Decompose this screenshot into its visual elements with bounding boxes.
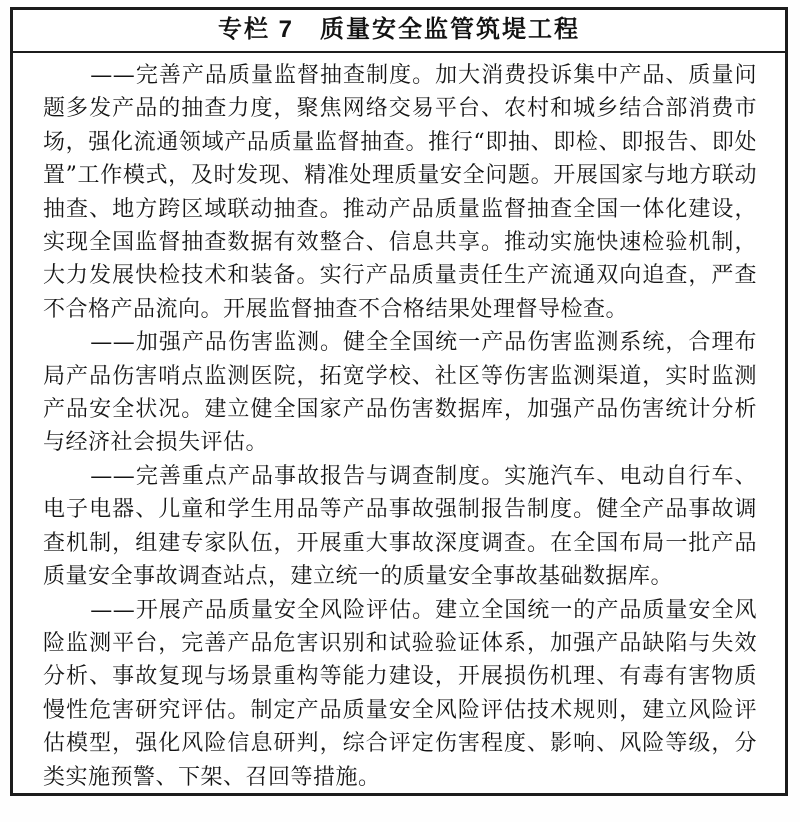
paragraph: ——加强产品伤害监测。健全全国统一产品伤害监测系统，合理布局产品伤害哨点监测医院，拓宽学校、社区等伤害监测渠道，实时监测产品安全状况。建立健全国家产品伤害数据库，加强产品伤害统计分析与经济社会损失评估。	[43, 330, 757, 456]
paragraph: ——完善产品质量监督抽查制度。加大消费投诉集中产品、质量问题多发产品的抽查力度，聚焦网络交易平台、农村和城乡结合部消费市场，强化流通领域产品质量监督抽查。推行“即抽、即检、即报告、即处置”工作模式，及时发现、精准处理质量安全问题。开展国家与地方联动抽查、地方跨区域联动抽查。推动产品质量监督抽查全国一体化建设，实现全国监督抽查数据有效整合、信息共享。推动实施快速检验机制，大力发展快检技术和装备。实行产品质量责任生产流通双向追查，严查不合格产品流向。开展监督抽查不合格结果处理督导检查。	[43, 63, 757, 322]
paragraph: ——完善重点产品事故报告与调查制度。实施汽车、电动自行车、电子电器、儿童和学生用品等产品事故强制报告制度。健全产品事故调查机制，组建专家队伍，开展重大事故深度调查。在全国布局一批产品质量安全事故调查站点，建立统一的质量安全事故基础数据库。	[43, 463, 757, 590]
paragraph: ——开展产品质量安全风险评估。建立全国统一的产品质量安全风险监测平台，完善产品危害识别和试验验证体系，加强产品缺陷与失效分析、事故复现与场景重构等能力建设，开展损伤机理、有毒有害物质慢性危害研究评估。制定产品质量安全风险评估技术规则，建立风险评估模型，强化风险信息研判，综合评定伤害程度、影响、风险等级，分类实施预警、下架、召回等措施。	[43, 597, 757, 790]
column-box	[10, 7, 788, 796]
column-title: 专栏 7 质量安全监管筑堤工程	[13, 10, 785, 53]
column-body	[13, 53, 785, 794]
